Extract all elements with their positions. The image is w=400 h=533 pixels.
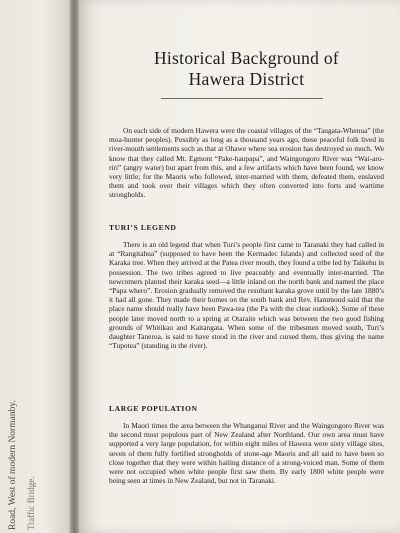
section-large-population — [109, 404, 384, 485]
intro-block — [109, 126, 384, 200]
section-heading-large-population: LARGE POPULATION — [109, 404, 198, 413]
right-page — [79, 0, 400, 533]
large-population-paragraph: In Maori times the area between the Whanganui River and the Waingongoro River was the second most populous part of New Zealand after Northland. Our own area must have supported a very large population, for within eight miles of Hawera were sixty village sites, seven of them fully fortified strongholds of stone-age Maoris and all said to have been so close together that they were within hailing distance of a strong-voiced man. Some of them were not occupied when white people first saw them. By early 1800 white people were being seen at times in New Zealand, but not in Taranaki. — [109, 421, 384, 486]
page-title — [109, 48, 384, 90]
section-heading-turis-legend: TURI’S LEGEND — [109, 223, 177, 232]
left-page-text-faded: Traffic Bridge. — [26, 476, 36, 530]
left-page-text: Road, West of modern Normanby. — [8, 400, 18, 530]
turis-legend-paragraph: There is an old legend that when Turi’s people first came to Taranaki they had called in at “Rangitahua” (supposed to have been the Kermadec Islands) and collected seed of the Karaka tree. When they arrived at the Patea river mouth, they found a tribe led by Taikehu in possession. The two tribes agreed to live peaceably and eventually inter-married. The newcomers planted their karaka seed—a little inland on the north bank and named the place “Papa whero”. Erosion gradually removed the resultant karaka grove until by the late 1880’s it had all gone. They made their homes on the south bank and Rev. Hammond said that the place name should really have been Pawa-tea (the Pa with the clear outlook). Some of these people later moved north to a spring at Otaraite which was between the two good fishing grounds of Whitikau and Kaitangata. When some of the tribesmen moved south, Turi’s daughter Taneroa, is said to have stood in the river and cursed them, thus giving the name “Tupotea” (standing in the river). — [109, 240, 384, 351]
section-turis-legend — [109, 223, 384, 350]
intro-paragraph: On each side of modern Hawera were the coastal villages of the “Tangata-Whenua” (the moa-hunter peoples). Possibly as long as a thousand years ago, these peaceful folk lived in river-mouth settlements such as that at Ohawe where sea erosion has destroyed so much. We know that they called Mt. Egmont “Pake-haupapa”, and Waingongoro River was “Wai-aro-riri” (angry water) but apart from this, and a few artifacts which have been found, we know very little; for the Maoris who followed, inter-married with them, defeated them, enslaved them and took over their villages which they often converted into forts and wartime strongholds. — [109, 126, 384, 200]
title-line-1: Historical Background of — [153, 48, 340, 68]
left-page — [0, 0, 74, 533]
title-rule — [161, 98, 323, 99]
title-line-2: Hawera District — [188, 69, 305, 89]
